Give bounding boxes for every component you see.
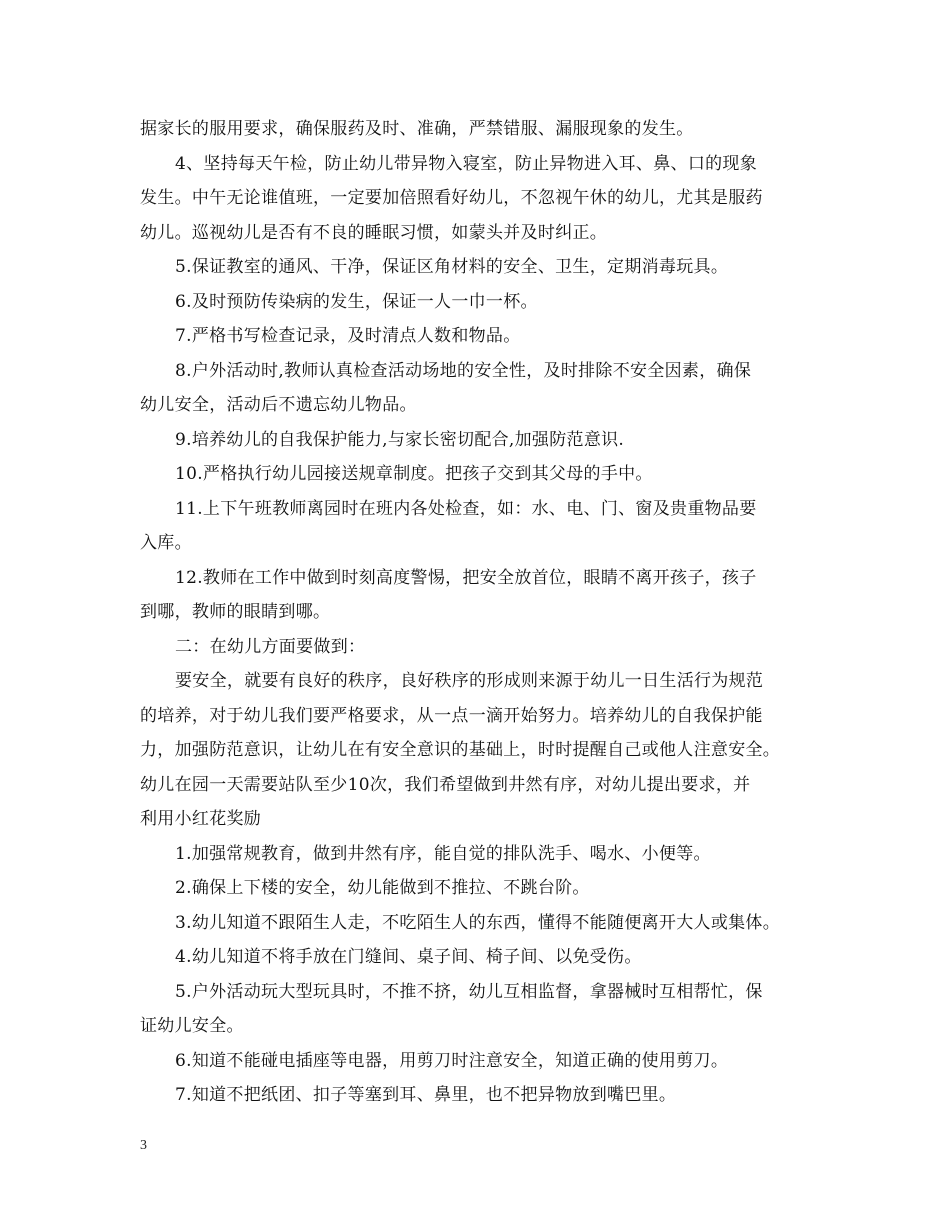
page-number: 3 [140,1138,147,1153]
text-line: 的培养，对于幼儿我们要严格要求，从一点一滴开始努力。培养幼儿的自我保护能 [140,705,763,726]
text-line: 7.知道不把纸团、扣子等塞到耳、鼻里，也不把异物放到嘴巴里。 [175,1085,677,1105]
text-line: 入库。 [140,533,192,553]
text-line: 据家长的服用要求，确保服药及时、准确，严禁错服、漏服现象的发生。 [140,119,694,139]
text-line: 5.户外活动玩大型玩具时，不推不挤，幼儿互相监督，拿器械时互相帮忙，保 [175,981,763,1002]
text-line: 9.培养幼儿的自我保护能力,与家长密切配合,加强防范意识. [175,429,625,450]
text-line: 幼儿安全，活动后不遗忘幼儿物品。 [140,395,417,415]
text-line: 幼儿在园一天需要站队至少10次，我们希望做到井然有序，对幼儿提出要求，并 [140,774,751,795]
text-line: 到哪，教师的眼睛到哪。 [140,602,331,622]
text-line: 4、坚持每天午检，防止幼儿带异物入寝室，防止异物进入耳、鼻、口的现象 [175,153,758,174]
text-line: 3.幼儿知道不跟陌生人走，不吃陌生人的东西，懂得不能随便离开大人或集体。 [175,912,781,933]
text-line: 8.户外活动时,教师认真检查活动场地的安全性，及时排除不安全因素，确保 [175,360,752,381]
text-line: 发生。中午无论谁值班，一定要加倍照看好幼儿，不忽视午休的幼儿，尤其是服药 [140,188,763,208]
body-text [140,112,820,1113]
section-heading: 二：在幼儿方面要做到： [175,636,366,657]
text-line: 幼儿。巡视幼儿是否有不良的睡眠习惯，如蒙头并及时纠正。 [140,222,608,243]
text-line: 6.知道不能碰电插座等电器，用剪刀时注意安全，知道正确的使用剪刀。 [175,1050,729,1071]
text-line: 证幼儿安全。 [140,1016,244,1036]
text-line: 要安全，就要有良好的秩序，良好秩序的形成则来源于幼儿一日生活行为规范 [175,671,764,691]
text-line: 2.确保上下楼的安全，幼儿能做到不推拉、不跳台阶。 [175,878,590,898]
text-line: 力，加强防范意识，让幼儿在有安全意识的基础上，时时提醒自己或他人注意安全。 [140,740,781,760]
text-line: 10.严格执行幼儿园接送规章制度。把孩子交到其父母的手中。 [175,464,653,484]
text-line: 4.幼儿知道不将手放在门缝间、桌子间、椅子间、以免受伤。 [175,947,642,967]
text-line: 利用小红花奖励 [140,809,262,829]
text-line: 11.上下午班教师离园时在班内各处检查，如：水、电、门、窗及贵重物品要 [175,498,757,519]
text-line: 6.及时预防传染病的发生，保证一人一巾一杯。 [175,291,538,312]
text-line: 1.加强常规教育，做到井然有序，能自觉的排队洗手、喝水、小便等。 [175,843,711,864]
text-line: 5.保证教室的通风、干净，保证区角材料的安全、卫生，定期消毒玩具。 [175,257,729,277]
text-line: 7.严格书写检查记录，及时清点人数和物品。 [175,326,521,346]
text-line: 12.教师在工作中做到时刻高度警惕，把安全放首位，眼睛不离开孩子，孩子 [175,567,757,588]
